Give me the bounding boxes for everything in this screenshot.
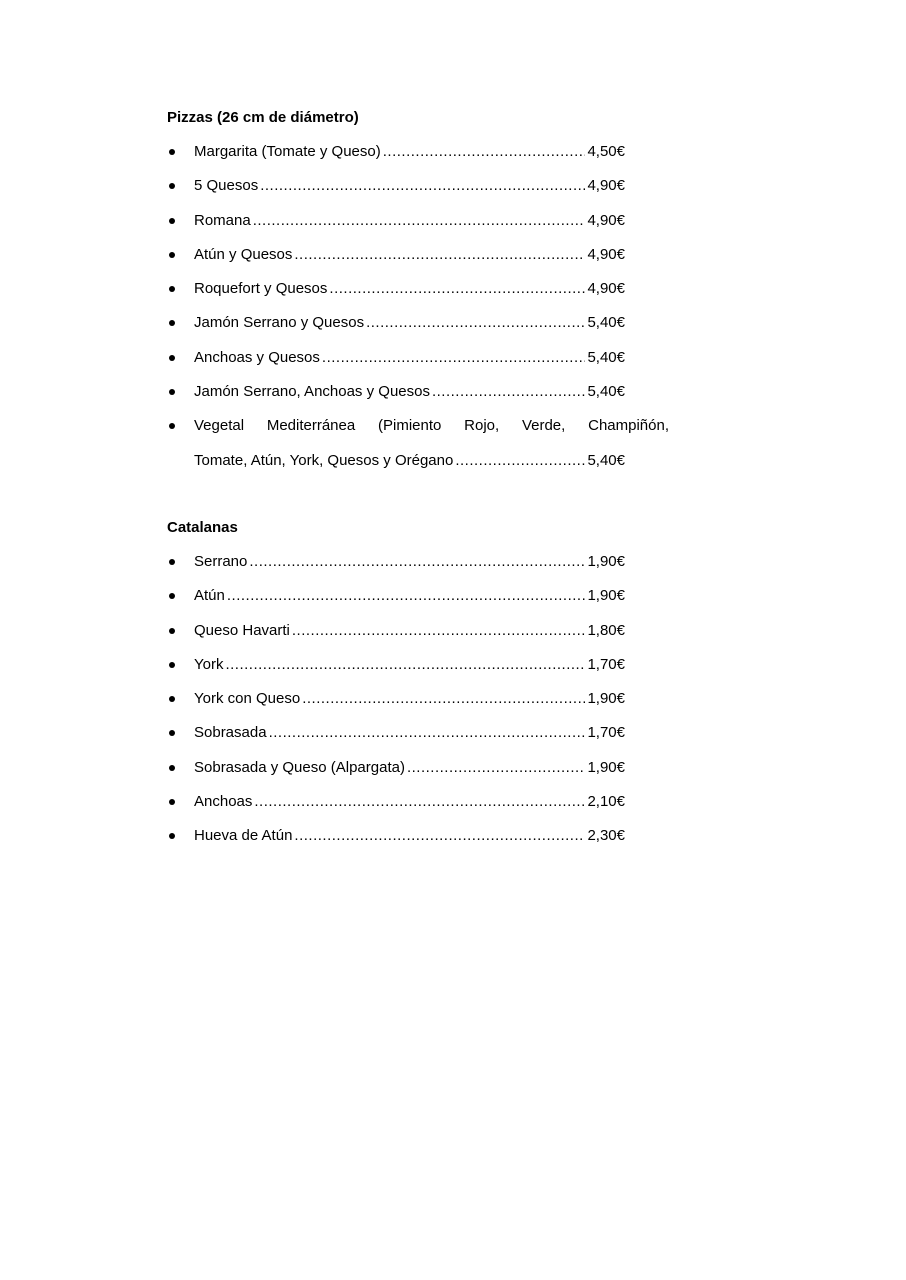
menu-item [167, 621, 669, 655]
item-price: 4,90€ [587, 177, 625, 195]
menu-item-multiline [167, 416, 669, 485]
catalanas-heading: Catalanas [167, 519, 238, 536]
bullet-icon [169, 628, 175, 634]
bullet-icon [169, 218, 175, 224]
dot-leader [227, 586, 586, 606]
item-name: Roquefort y Quesos [194, 280, 328, 298]
bullet-icon [169, 799, 175, 805]
menu-item [167, 382, 669, 416]
menu-item [167, 792, 669, 826]
catalanas-section [167, 518, 669, 861]
dot-leader [260, 176, 585, 196]
item-price: 1,70€ [587, 655, 625, 673]
menu-item [167, 313, 669, 347]
item-price: 5,40€ [587, 314, 625, 332]
dot-leader [269, 723, 586, 743]
dot-leader [249, 552, 585, 572]
item-word: (Pimiento [378, 417, 442, 435]
menu-item [167, 826, 669, 860]
item-price: 1,90€ [587, 690, 625, 708]
dot-leader [329, 279, 585, 299]
menu-item [167, 655, 669, 689]
item-name-line1 [194, 416, 669, 436]
menu-item [167, 142, 669, 176]
item-price: 1,90€ [587, 553, 625, 570]
bullet-icon [169, 389, 175, 395]
item-name: Anchoas y Quesos [194, 348, 320, 366]
bullet-icon [169, 423, 175, 429]
item-price: 1,70€ [587, 724, 625, 742]
item-name: Jamón Serrano, Anchoas y Quesos [194, 383, 430, 401]
bullet-icon [169, 833, 175, 839]
dot-leader [407, 758, 586, 778]
item-name: York [194, 655, 224, 673]
item-word: Verde, [521, 417, 566, 435]
item-name: Anchoas [194, 793, 253, 811]
item-word: Rojo, [464, 417, 500, 435]
item-name: Hueva de Atún [194, 827, 293, 845]
item-price: 2,30€ [587, 827, 625, 845]
bullet-icon [169, 149, 175, 155]
item-price: 4,50€ [587, 143, 625, 160]
item-name: 5 Quesos [194, 177, 259, 195]
dot-leader [455, 451, 585, 471]
item-name: York con Queso [194, 690, 301, 708]
menu-item [167, 758, 669, 792]
item-name: Romana [194, 211, 251, 229]
item-price: 5,40€ [587, 348, 625, 366]
menu-item [167, 211, 669, 245]
bullet-icon [169, 593, 175, 599]
bullet-icon [169, 286, 175, 292]
item-price: 5,40€ [587, 451, 625, 469]
item-name: Sobrasada [194, 724, 267, 742]
menu-item [167, 723, 669, 757]
dot-leader [254, 792, 585, 812]
dot-leader [302, 689, 585, 709]
item-name: Margarita (Tomate y Queso) [194, 143, 381, 160]
item-name: Sobrasada y Queso (Alpargata) [194, 758, 405, 776]
bullet-icon [169, 765, 175, 771]
dot-leader [366, 313, 585, 333]
item-name: Jamón Serrano y Quesos [194, 314, 365, 332]
item-name-line2: Tomate, Atún, York, Quesos y Orégano [194, 451, 454, 469]
item-name: Serrano [194, 553, 248, 570]
dot-leader [432, 382, 585, 402]
item-name: Atún y Quesos [194, 245, 293, 263]
menu-item [167, 176, 669, 210]
dot-leader [383, 142, 586, 162]
bullet-icon [169, 696, 175, 702]
bullet-icon [169, 559, 175, 565]
item-name: Atún [194, 587, 225, 605]
menu-item [167, 586, 669, 620]
item-price: 4,90€ [587, 211, 625, 229]
menu-item [167, 279, 669, 313]
item-word: Vegetal [194, 417, 245, 435]
dot-leader [292, 621, 586, 641]
bullet-icon [169, 355, 175, 361]
bullet-icon [169, 252, 175, 258]
item-price: 2,10€ [587, 793, 625, 811]
item-name: Queso Havarti [194, 621, 290, 639]
menu-item [167, 348, 669, 382]
item-word: Mediterránea [266, 417, 356, 435]
dot-leader [225, 655, 585, 675]
pizzas-heading: Pizzas (26 cm de diámetro) [167, 109, 359, 126]
dot-leader [294, 245, 585, 265]
dot-leader [322, 348, 586, 368]
menu-item [167, 689, 669, 723]
dot-leader [294, 826, 585, 846]
bullet-icon [169, 183, 175, 189]
menu-item [167, 245, 669, 279]
bullet-icon [169, 730, 175, 736]
item-price: 5,40€ [587, 383, 625, 401]
item-price: 1,80€ [587, 621, 625, 639]
item-word: Champiñón, [588, 417, 669, 435]
item-price: 4,90€ [587, 280, 625, 298]
menu-item [167, 552, 669, 586]
dot-leader [253, 211, 586, 231]
pizzas-section [167, 108, 669, 485]
item-price: 1,90€ [587, 587, 625, 605]
bullet-icon [169, 320, 175, 326]
item-price: 1,90€ [587, 758, 625, 776]
item-price: 4,90€ [587, 245, 625, 263]
bullet-icon [169, 662, 175, 668]
